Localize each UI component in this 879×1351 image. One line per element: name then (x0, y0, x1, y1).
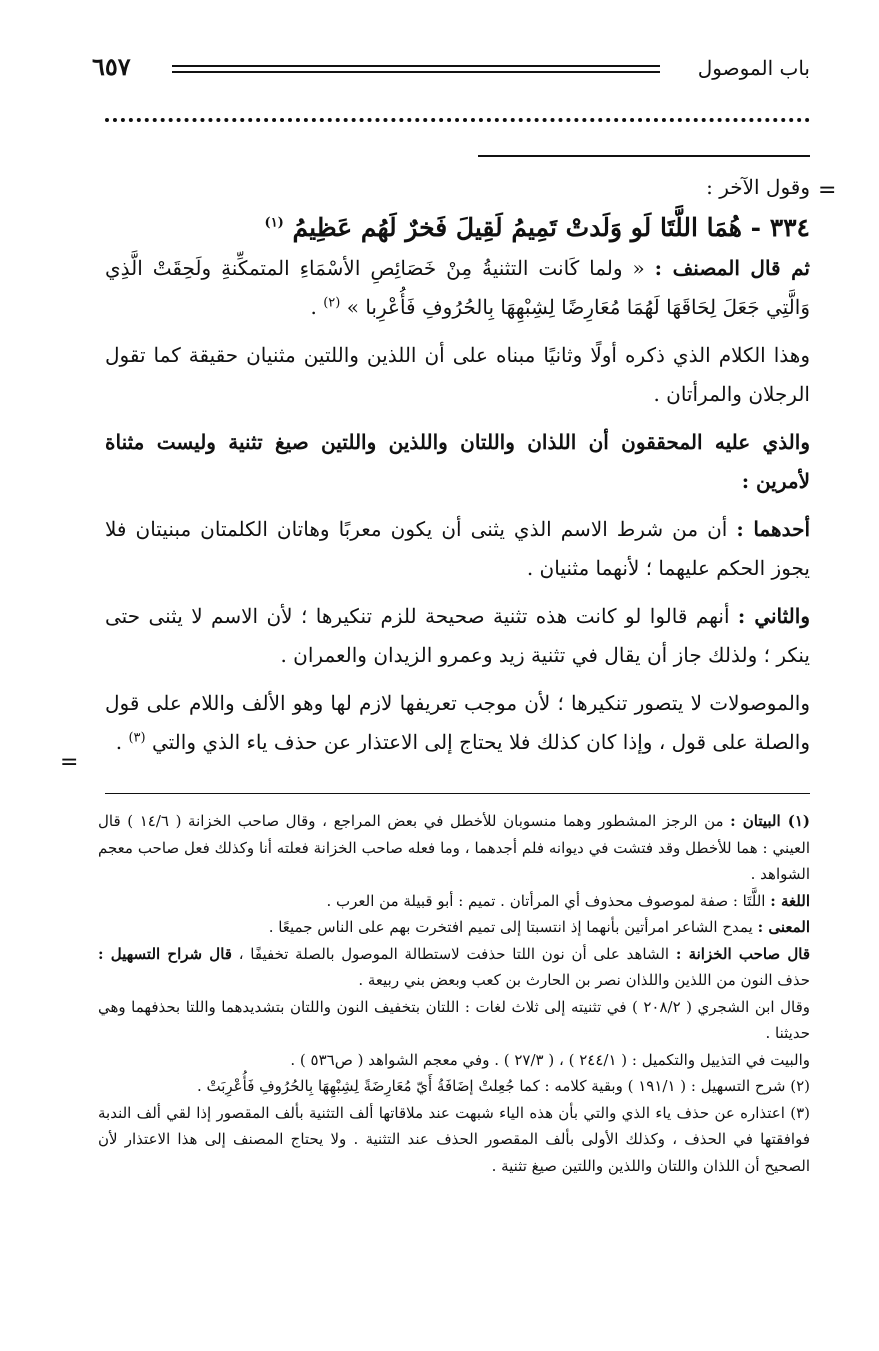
margin-equals-mark-top: = (818, 178, 837, 203)
section-rule (478, 155, 810, 157)
footnote-ref-2: (٢) (323, 295, 341, 311)
intro-line: وقول الآخر : (706, 175, 810, 199)
author-label: ثم قال المصنف : (654, 256, 811, 280)
first-reason-label: أحدهما : (736, 517, 810, 541)
paragraph-first-reason: أحدهما : أن من شرط الاسم الذي يثنى أن يكون معربًا وهاتان الكلمتان مبنيتان فلا يجوز الحكم عليهما ؛ لأنهما مثنيان . (105, 517, 810, 580)
footnote-1-meaning: المعنى : يمدح الشاعر امرأتين بأنهما إذ انتسبتا إلى تميم افتخرت بهم على الناس جميعًا . (268, 918, 810, 936)
chapter-title: باب الموصول (697, 56, 810, 80)
footnote-rule (105, 793, 810, 794)
footnote-1-shajari: وقال ابن الشجري ( ٢٠٨/٢ ) في تثنيته إلى ثلاث لغات : اللتان بتخفيف النون واللتان بتشديدهما واللتا بحذفهما وهي حديثنا . (98, 997, 810, 1042)
footnote-1-khizana: قال صاحب الخزانة : الشاهد على أن نون اللتا حذفت لاستطالة الموصول بالصلة تخفيفًا ، قال شراح التسهيل : حذف النون من اللذين واللذان نصر بن الحارث بن كعب وبعض بني ربيعة . (98, 944, 811, 989)
footnote-1-sources: والبيت في التذييل والتكميل : ( ٢٤٤/١ ) ، ( ٢٧/٣ ) . وفي معجم الشواهد ( ص٥٣٦ ) . (290, 1050, 810, 1069)
header-double-rule (172, 65, 660, 73)
margin-equals-mark-bottom: = (60, 750, 79, 775)
footnote-2: (٢) شرح التسهيل : ( ١٩١/١ ) وبقية كلامه : كما جُعِلتْ إضَافَةُ أَيّ مُعَارِضَةً لِشِبْهِهَا بِالحُرُوفِ فَأُعْرِبَتْ . (196, 1077, 810, 1095)
footnote-ref-3: (٣) (128, 730, 146, 746)
paragraph-relatives: والموصولات لا يتصور تنكيرها ؛ لأن موجب تعريفها لازم لها وهو الألف واللام على قول والصلة على قول ، وإذا كان كذلك فلا يحتاج إلى الاعتذار عن حذف ياء الذي والتي $^{(٣)}$ . (105, 691, 810, 754)
footnotes (98, 808, 810, 1179)
footnote-1-language: اللغة : اللَّتَا : صفة لموصوف محذوف أي المرأتان . تميم : أبو قبيلة من العرب . (326, 891, 810, 910)
paragraph-author-quote: ثم قال المصنف : « ولما كَانت التثنيةُ مِنْ خَصَائِصِ الأسْمَاءِ المتمكِّنةِ ولَحِقَتْ الَّذِي وَالَّتِي جَعَلَ لِحَاقَهَا لَهُمَا مُعَارِضًا لِشِبْهِهَا بِالحُرُوفِ فَأُعْرِبا » $^{(٢)}$ . (105, 256, 811, 319)
running-header (92, 52, 810, 88)
main-text (105, 168, 810, 762)
footnote-ref-1: (١) (264, 215, 284, 231)
paragraph-2: وهذا الكلام الذي ذكره أولًا وثانيًا مبناه على أن اللذين واللتين مثنيان حقيقة كما تقول الرجلان والمرأتان . (105, 343, 810, 406)
verse-334 (105, 207, 810, 249)
paragraph-second-reason: والثاني : أنهم قالوا لو كانت هذه تثنية صحيحة للزم تنكيرها ؛ لأن الاسم لا يثنى حتى ينكر ؛ ولذلك جاز أن يقال في تثنية زيد وعمرو الزيدان والعمران . (105, 604, 810, 667)
verse-text: ٣٣٤ - هُمَا اللَّتَا لَو وَلَدتْ تَمِيمُ لَقِيلَ فَخرٌ لَهُم عَظِيمُ (292, 213, 810, 242)
footnote-3: (٣) اعتذاره عن حذف ياء الذي والتي بأن هذه الياء شبهت عند ملاقاتها ألف التثنية بألف المقصور إذا لقي ألف الندبة فوافقتها في الحذف ، وكذلك الأولى بألف المقصور الحذف عند التثنية . ولا يحتاج المصنف إلى هذا الاعتذار لأن الصحيح أن اللذان واللتان واللذين واللتين صيغ تثنية . (98, 1103, 810, 1175)
footnote-1: (١) البيتان : من الرجز المشطور وهما منسوبان للأخطل في بعض المراجع ، وقال صاحب الخزانة ( ١٤/٦ ) قال العيني : هما للأخطل وقد فتشت في ديوانه فلم أجدهما ، وما فعله صاحب الخزانة فعلته أنا وكذلك فعل صاحب معجم الشواهد . (98, 812, 811, 883)
second-reason-label: والثاني : (737, 604, 810, 628)
paragraph-researchers: والذي عليه المحققون أن اللذان واللتان واللذين واللتين صيغ تثنية وليست مثناة لأمرين : (105, 430, 810, 493)
dotted-separator (105, 118, 810, 132)
page-number: ٦٥٧ (92, 52, 131, 81)
